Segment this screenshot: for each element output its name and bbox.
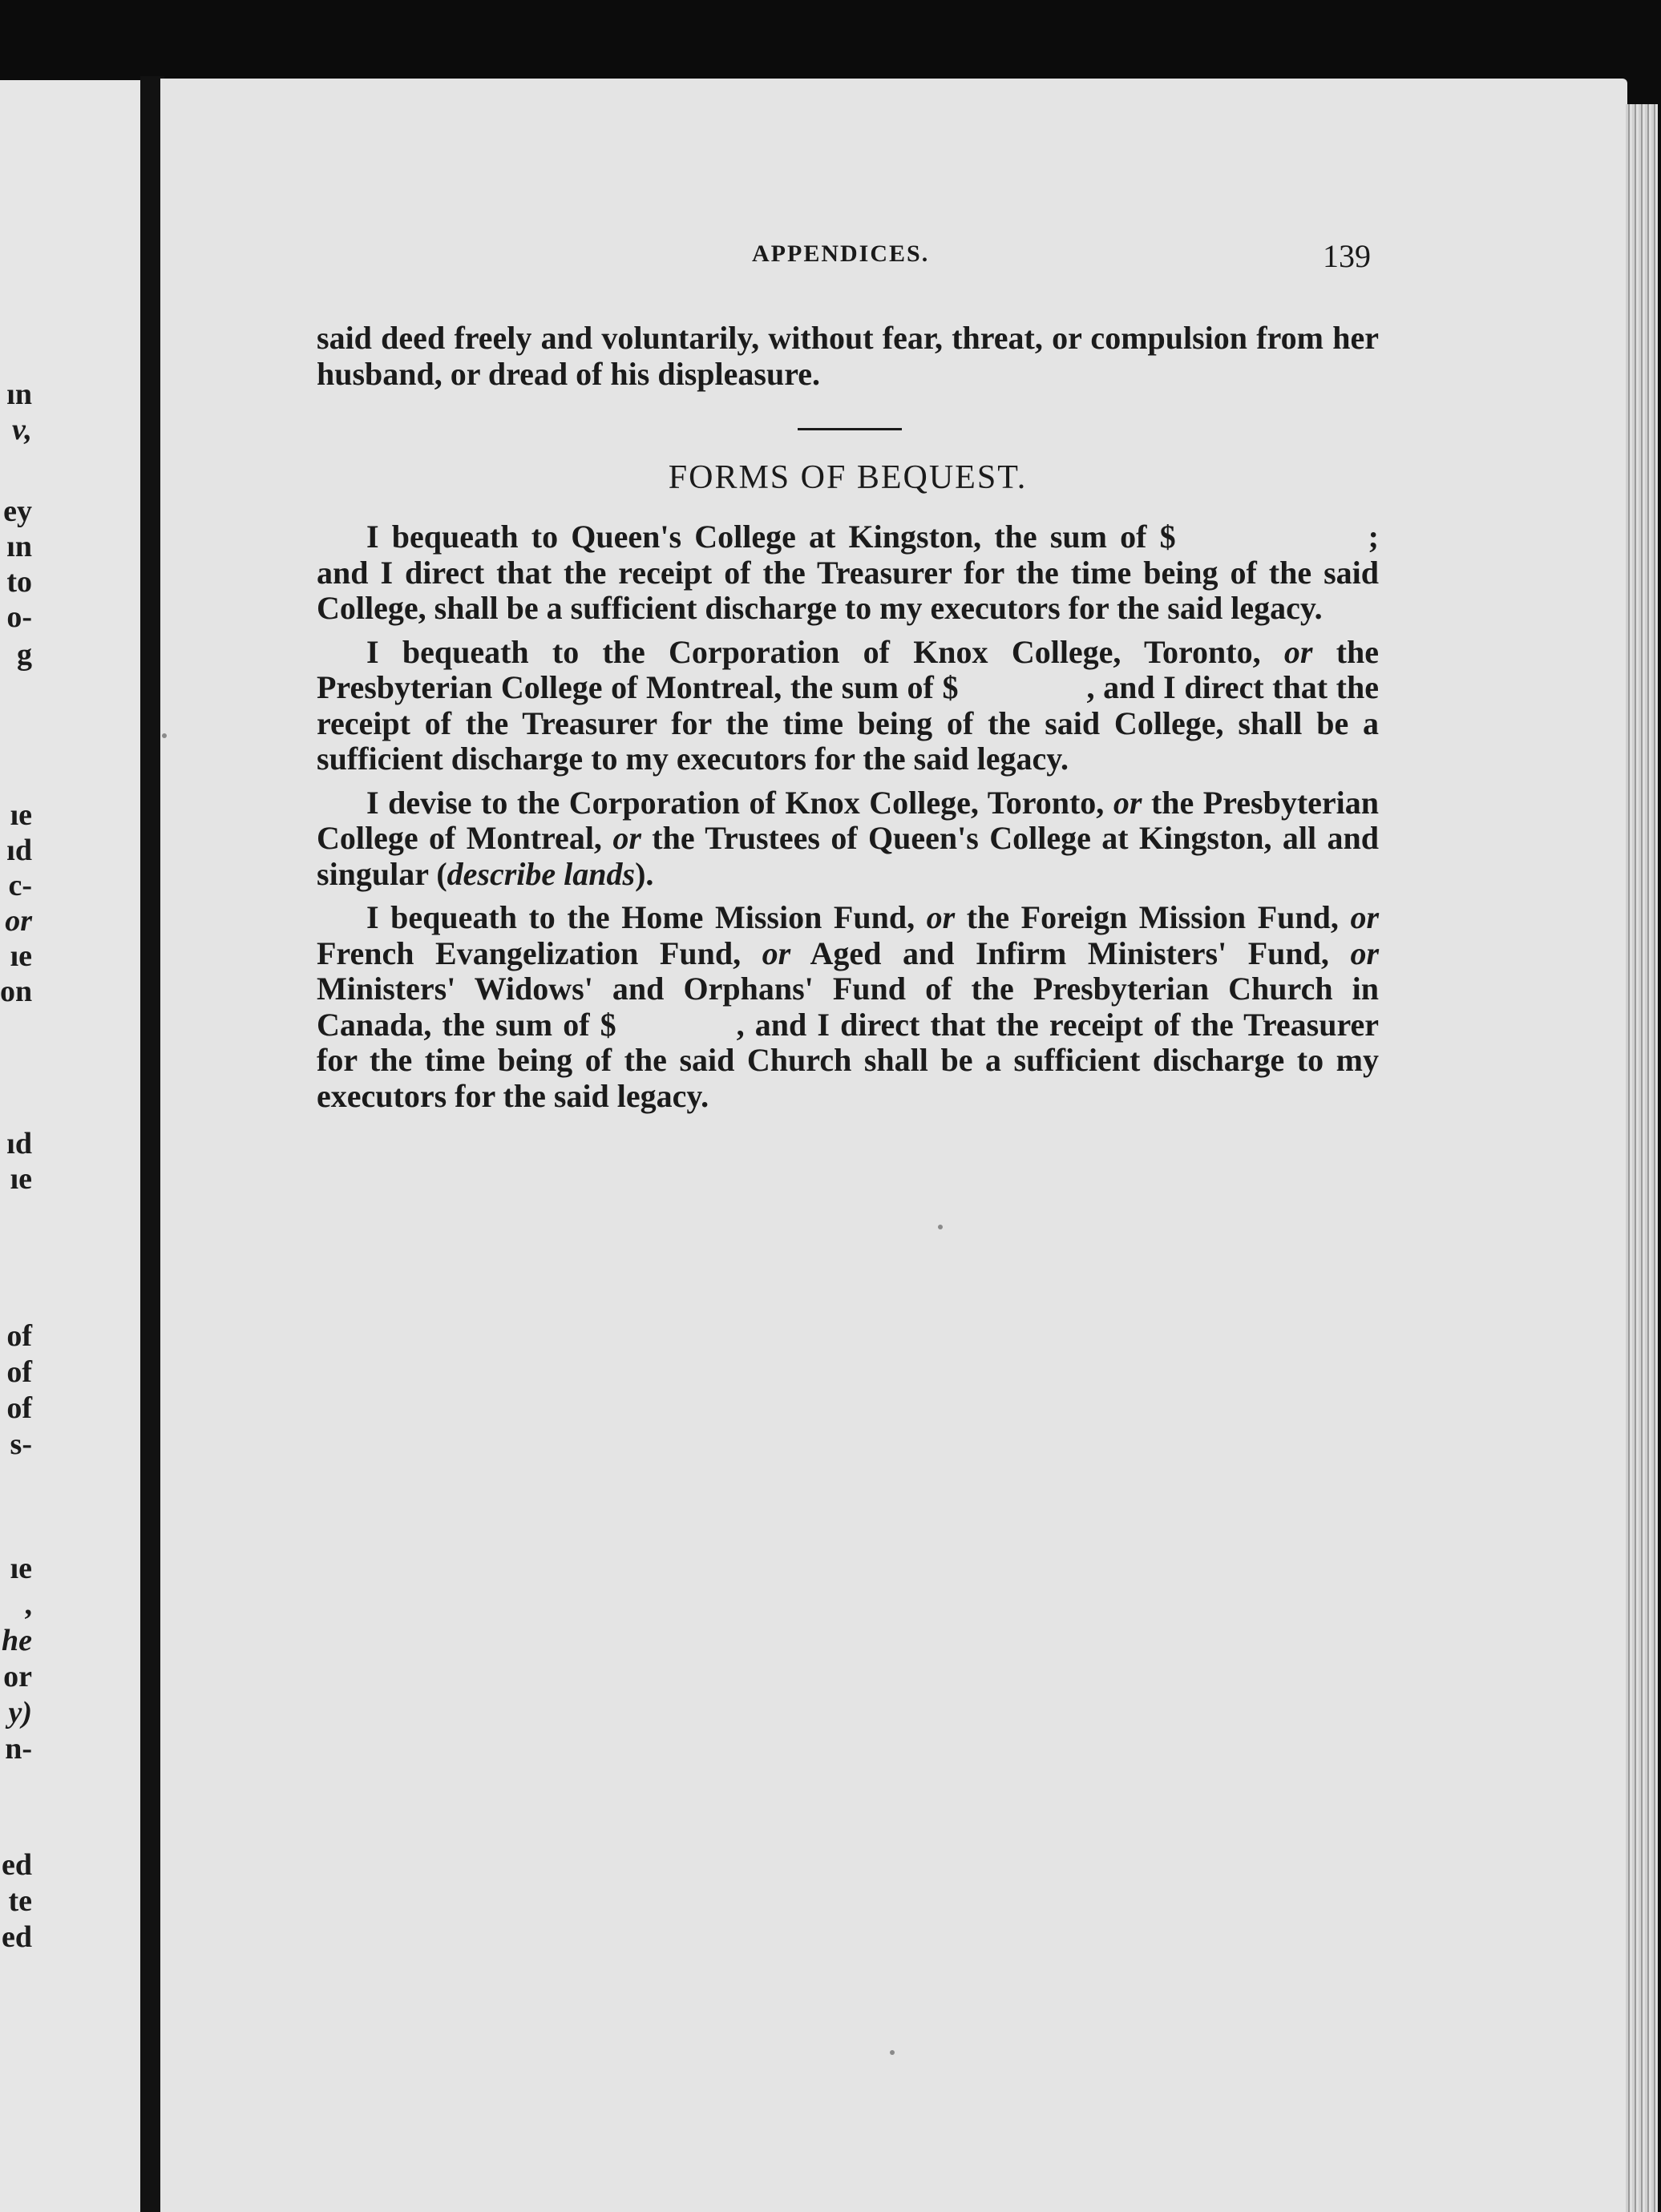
left-page-fragment: g bbox=[17, 638, 32, 672]
bequest-paragraph-2 bbox=[317, 635, 1379, 777]
left-page-fragment: ey bbox=[3, 494, 32, 528]
section-title: FORMS OF BEQUEST. bbox=[668, 459, 1028, 496]
left-page-fragment: or bbox=[3, 1660, 32, 1693]
p2-text-b: the Presbyterian College of Montreal, the sum of $ bbox=[317, 633, 1380, 705]
book-page bbox=[160, 79, 1627, 2212]
p4-text-f: , and I direct that the receipt of the Treasurer for the time being of the said Church shall be a sufficient discharge to my executors for the said legacy. bbox=[317, 1006, 1379, 1114]
p3-text-d: ). bbox=[635, 855, 654, 892]
left-page-fragment: of bbox=[6, 1355, 32, 1389]
running-head: APPENDICES. bbox=[752, 240, 930, 267]
left-page-fragment: ed bbox=[2, 1848, 32, 1882]
p3-italic-lands: describe lands bbox=[447, 855, 636, 892]
page-number: 139 bbox=[1323, 238, 1371, 274]
left-page-fragment: ın bbox=[6, 377, 32, 411]
p1-text-a: I bequeath to Queen's College at Kingston, the sum of $ bbox=[366, 519, 1176, 555]
p4-or-3: or bbox=[762, 934, 791, 971]
left-page-fragment: he bbox=[2, 1624, 32, 1657]
left-page-fragment: of bbox=[6, 1319, 32, 1353]
left-page-fragment: , bbox=[24, 1588, 32, 1621]
bequest-paragraph-1 bbox=[317, 519, 1379, 627]
p4-text-a: I bequeath to the Home Mission Fund, bbox=[366, 899, 915, 935]
continuation-paragraph bbox=[317, 321, 1379, 392]
p2-text-a: I bequeath to the Corporation of Knox College, Toronto, bbox=[366, 633, 1261, 670]
left-page-fragment: n- bbox=[5, 1732, 32, 1766]
left-page-fragment: ıe bbox=[10, 798, 32, 832]
bequest-paragraph-3 bbox=[317, 785, 1379, 893]
p4-text-e: Ministers' Widows' and Orphans' Fund of the Presbyterian Church in Canada, the sum of $ bbox=[317, 971, 1379, 1043]
p4-text-b: the Foreign Mission Fund, bbox=[966, 899, 1339, 935]
page-edges bbox=[1626, 104, 1658, 2212]
left-page-fragment: ıe bbox=[10, 939, 32, 973]
left-page-fragment: ıd bbox=[6, 834, 32, 867]
page-speck bbox=[162, 733, 167, 738]
p4-or-1: or bbox=[926, 899, 956, 935]
left-page-fragment: ıd bbox=[6, 1127, 32, 1160]
p4-or-2: or bbox=[1350, 899, 1380, 935]
left-page-fragment: ed bbox=[2, 1920, 32, 1954]
p2-text-c: , and I direct that the receipt of the Treasurer for the time being of the said College, shall be a sufficient discharge to my executors for the said legacy. bbox=[317, 669, 1380, 777]
p4-text-d: Aged and Infirm Ministers' Fund, bbox=[810, 934, 1329, 971]
left-page-fragment: te bbox=[8, 1884, 32, 1918]
continuation-text: said deed freely and voluntarily, without fear, threat, or compulsion from her husband, or dread of his displeasure. bbox=[317, 320, 1379, 392]
left-page-fragment: ıe bbox=[10, 1552, 32, 1585]
p3-or-1: or bbox=[1113, 784, 1142, 821]
p3-text-c: the Trustees of Queen's College at Kingston, all and singular ( bbox=[317, 820, 1380, 892]
p4-or-4: or bbox=[1350, 934, 1380, 971]
left-page-fragment: s- bbox=[10, 1427, 32, 1461]
left-page-fragment: v, bbox=[12, 413, 32, 446]
left-page-fragment: y) bbox=[8, 1696, 32, 1730]
left-page-fragment: to bbox=[6, 565, 32, 599]
p2-or-1: or bbox=[1283, 633, 1313, 670]
page-speck bbox=[890, 2050, 895, 2055]
left-page-fragment: of bbox=[6, 1391, 32, 1425]
bequest-paragraph-4 bbox=[317, 900, 1379, 1114]
p3-text-a: I devise to the Corporation of Knox College, Toronto, bbox=[366, 784, 1105, 821]
section-divider bbox=[798, 428, 902, 430]
left-page-fragment: c- bbox=[8, 869, 32, 902]
left-page-fragment: ıe bbox=[10, 1162, 32, 1196]
left-page-fragment: o- bbox=[6, 600, 32, 634]
page-speck bbox=[938, 1225, 943, 1229]
p3-text-b: the Presbyterian College of Montreal, bbox=[317, 784, 1380, 856]
left-page-fragment: on bbox=[0, 975, 33, 1008]
p3-or-2: or bbox=[612, 820, 641, 856]
left-page-fragment: ın bbox=[6, 530, 32, 563]
p1-text-b: ; and I direct that the receipt of the Treasurer for the time being of the said College, shall be a sufficient discharge to my executors for the said legacy. bbox=[317, 519, 1379, 626]
p4-text-c: French Evangelization Fund, bbox=[317, 934, 742, 971]
left-page-fragment: or bbox=[5, 904, 32, 938]
bequest-forms bbox=[317, 519, 1379, 1114]
